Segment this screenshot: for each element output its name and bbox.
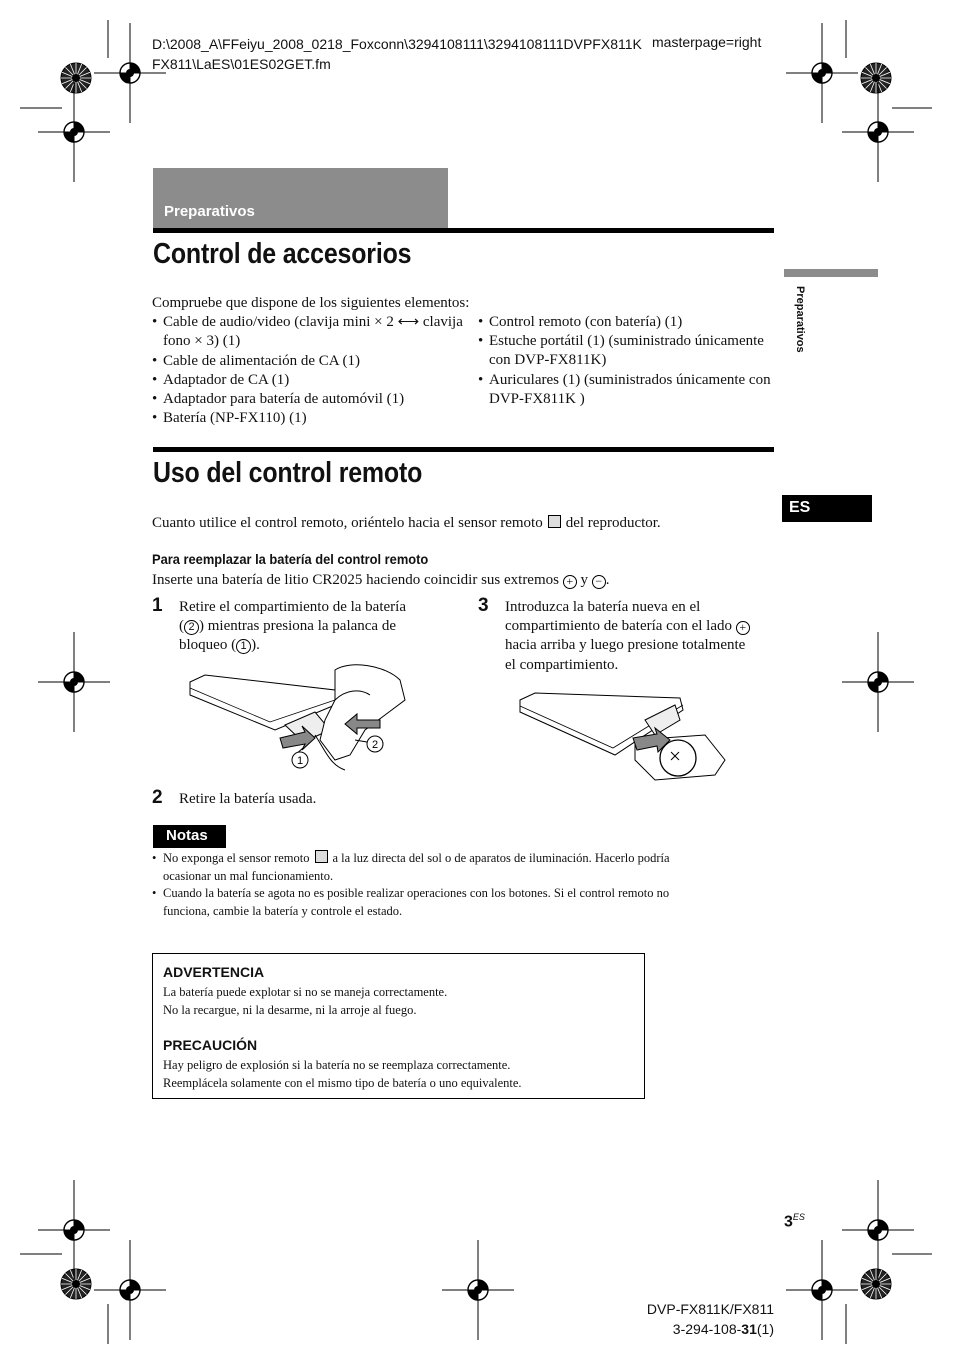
battery-text-before: Inserte una batería de litio CR2025 haciendo coincidir sus extremos <box>152 572 559 588</box>
remote-sensor-icon <box>548 515 561 528</box>
note-item <box>152 850 772 885</box>
callout-2-icon: 2 <box>184 620 199 635</box>
precaucion-line1: Hay peligro de explosión si la batería no se reemplaza correctamente. <box>163 1058 511 1072</box>
precaucion-text <box>163 1057 522 1092</box>
battery-instructions <box>152 571 772 590</box>
advertencia-line2: No la recargue, ni la desarme, ni la arroje al fuego. <box>163 1002 417 1017</box>
note-item <box>152 885 772 920</box>
file-path-line2: FX811\LaES\01ES02GET.fm <box>152 56 331 72</box>
list-item <box>478 313 778 332</box>
step-3-line2 <box>505 617 780 636</box>
language-tab-label: ES <box>789 499 811 516</box>
footer-code-bold: 31 <box>741 1321 757 1337</box>
accessories-list-left <box>152 313 492 428</box>
remote-intro-after: del reproductor. <box>565 515 661 531</box>
section-tab-label: Preparativos <box>164 203 255 220</box>
accessory-item: Cable de audio/video (clavija mini × 2 ⟷ clavija fono × 3) (1) <box>163 314 463 350</box>
master-page-label: masterpage=right <box>652 34 762 50</box>
file-path <box>152 34 642 74</box>
battery-text-end: . <box>605 572 610 588</box>
step-2-text: Retire la batería usada. <box>179 791 317 807</box>
list-item <box>152 371 492 390</box>
list-item <box>152 352 492 371</box>
battery-subheading: Para reemplazar la batería del control remoto <box>152 551 429 567</box>
sidebar-bar <box>784 269 878 277</box>
advertencia-text <box>163 984 447 1019</box>
list-item <box>152 390 492 409</box>
insert-battery-illustration <box>515 680 730 790</box>
battery-text-mid: y <box>580 572 588 588</box>
note-1-after: a la luz directa del sol o de aparatos de iluminación. Hacerlo podría <box>332 851 670 865</box>
footer-model: DVP-FX811K/FX811 <box>646 1301 774 1317</box>
step-1-line2 <box>179 617 469 636</box>
accessory-item: Auriculares (1) (suministrados únicamente con DVP-FX811K ) <box>489 371 771 407</box>
section2-title: Uso del control remoto <box>153 457 423 489</box>
note-1-line2: ocasionar un mal funcionamiento. <box>163 868 334 883</box>
remote-intro <box>152 514 772 533</box>
footer <box>647 1299 774 1339</box>
step-1-line2-start: ( <box>179 618 184 635</box>
file-path-line1: D:\2008_A\FFeiyu_2008_0218_Foxconn\3294108111\3294108111DVPFX811K <box>152 36 642 52</box>
callout-2: 2 <box>371 739 379 751</box>
step-3-line2-text: compartimiento de batería con el lado <box>505 618 732 635</box>
page-number-value: 3 <box>784 1213 793 1231</box>
language-tab <box>782 495 872 522</box>
step-number: 2 <box>152 787 163 808</box>
accessory-item: Estuche portátil (1) (suministrado únicamente con DVP-FX811K) <box>489 333 764 369</box>
remove-battery-illustration <box>185 660 415 775</box>
precaucion-line2: Reemplácela solamente con el mismo tipo de batería o uno equivalente. <box>163 1075 522 1090</box>
step-3-line4: el compartimiento. <box>505 656 619 673</box>
accessory-item: Control remoto (con batería) (1) <box>489 314 683 330</box>
plus-icon: + <box>736 621 750 635</box>
page-number-suffix: ES <box>792 1212 805 1222</box>
accessories-list-right <box>478 313 778 409</box>
section1-title: Control de accesorios <box>153 238 412 270</box>
accessory-item: Adaptador para batería de automóvil (1) <box>163 391 405 408</box>
accessories-intro-text: Compruebe que dispone de los siguientes elementos: <box>152 295 470 311</box>
advertencia-title: ADVERTENCIA <box>163 964 265 980</box>
note-2-line1: • Cuando la batería se agota no es posible realizar operaciones con los botones. Si el control remoto no <box>163 886 670 900</box>
step-3-line3: hacia arriba y luego presione totalmente <box>505 637 746 654</box>
title-rule <box>153 228 774 233</box>
callout-1: 1 <box>296 755 304 767</box>
step-3-line1: Introduzca la batería nueva en el <box>505 599 701 615</box>
list-item <box>478 371 778 409</box>
step-1-line3-start: bloqueo ( <box>179 637 237 654</box>
note-1-line1 <box>163 850 772 868</box>
accessory-item: Cable de alimentación de CA (1) <box>163 352 361 369</box>
step-number: 1 <box>152 595 163 616</box>
note-2-line2: funciona, cambie la batería y controle el estado. <box>163 903 403 918</box>
notes-list <box>152 850 772 920</box>
step-1-line1: Retire el compartimiento de la batería <box>179 599 406 615</box>
section-tab <box>153 168 448 228</box>
step-1-line3-end: ). <box>251 637 260 654</box>
remote-sensor-icon <box>315 850 328 863</box>
sidebar-label-text: Preparativos <box>794 286 806 353</box>
step-number: 3 <box>478 595 489 616</box>
minus-icon: − <box>592 575 606 589</box>
warning-box <box>152 953 645 1099</box>
step-1-line2-end: ) mientras presiona la palanca de <box>199 618 396 635</box>
footer-code-prefix: 3-294-108- <box>672 1321 742 1337</box>
remote-intro-before: Cuanto utilice el control remoto, oriéntelo hacia el sensor remoto <box>152 515 543 531</box>
list-item <box>152 409 492 428</box>
step-1-line3 <box>179 636 469 655</box>
list-item <box>478 332 778 370</box>
notes-label: Notas <box>166 827 208 844</box>
sidebar-label <box>782 286 812 366</box>
footer-code <box>647 1319 774 1339</box>
step-1-text <box>179 598 469 656</box>
precaucion-title: PRECAUCIÓN <box>163 1037 258 1053</box>
section2-rule <box>153 447 774 452</box>
note-1-before: No exponga el sensor remoto <box>163 851 310 865</box>
plus-icon: + <box>563 575 577 589</box>
step-3-text <box>505 598 780 675</box>
page-number <box>784 1212 805 1231</box>
accessory-item: Adaptador de CA (1) <box>163 371 290 388</box>
accessories-intro <box>152 294 492 428</box>
list-item <box>152 313 492 351</box>
accessory-item: Batería (NP-FX110) (1) <box>163 410 307 427</box>
footer-code-suffix: (1) <box>756 1321 774 1337</box>
notes-label-box <box>153 825 226 848</box>
advertencia-line1: La batería puede explotar si no se maneja correctamente. <box>163 985 448 999</box>
callout-1-icon: 1 <box>236 639 251 654</box>
